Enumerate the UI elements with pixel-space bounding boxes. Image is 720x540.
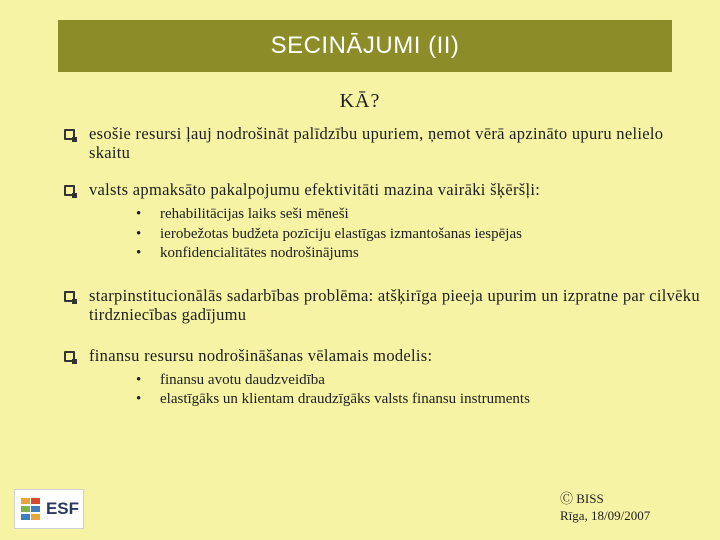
sub-bullet-marker: • [136, 391, 142, 407]
copyright-icon: Ⓒ [560, 491, 574, 506]
bullet-item [64, 346, 704, 365]
bullet-item [64, 180, 704, 199]
sub-bullet-marker: • [136, 371, 142, 388]
esf-logo [14, 489, 84, 529]
sub-bullet-item [136, 225, 704, 245]
bullet-text: finansu resursu nodrošināšanas vēlamais modelis: [89, 345, 433, 365]
sub-bullet-item [136, 205, 704, 225]
sub-bullet-list [136, 205, 704, 264]
footer-org-name: BISS [576, 491, 604, 506]
bullet-text: valsts apmaksāto pakalpojumu efektivitāti mazina vairāki šķēršļi: [89, 180, 541, 199]
sub-bullet-text: ierobežotas budžeta pozīciju elastīgas izmantošanas iespējas [160, 225, 522, 242]
checkbox-bullet-icon [64, 185, 75, 196]
bullet-item [64, 124, 704, 162]
sub-bullet-marker: • [136, 206, 142, 222]
bullet-text: esošie resursi ļauj nodrošināt palīdzību upuriem, ņemot vērā apzināto upuru nelielo skaitu [89, 124, 664, 162]
title-bar [58, 20, 672, 72]
sub-bullet-item [136, 390, 704, 410]
sub-bullet-marker: • [136, 245, 142, 261]
sub-bullet-item [136, 244, 704, 264]
sub-bullet-list [136, 371, 704, 410]
logo-text: ESF [45, 499, 80, 518]
slide-subtitle: KĀ? [339, 90, 381, 112]
bullet-group [64, 124, 704, 162]
sub-bullet-marker: • [136, 225, 142, 242]
sub-bullet-item [136, 371, 704, 391]
sub-bullet-text: finansu avotu daudzveidība [160, 371, 325, 388]
slide-title: SECINĀJUMI (II) [270, 32, 460, 59]
sub-bullet-text: konfidencialitātes nodrošinājums [160, 245, 359, 261]
checkbox-bullet-icon [64, 291, 75, 302]
checkbox-bullet-icon [64, 129, 75, 140]
esf-logo-icon [19, 496, 43, 522]
footer-place-date: Rīga, 18/09/2007 [560, 508, 651, 523]
footer-org [560, 490, 650, 507]
bullet-list [64, 124, 704, 410]
bullet-group [64, 286, 704, 324]
bullet-item [64, 286, 704, 324]
sub-bullet-text: elastīgāks un klientam draudzīgāks valsts finansu instruments [160, 391, 530, 407]
checkbox-bullet-icon [64, 351, 75, 362]
bullet-group [64, 346, 704, 410]
sub-bullet-text: rehabilitācijas laiks seši mēneši [160, 206, 349, 222]
footer [560, 490, 650, 524]
bullet-group [64, 180, 704, 264]
bullet-text: starpinstitucionālās sadarbības problēma: atšķirīga pieeja upurim un izpratne par cilvēku tirdzniecības gadījumu [89, 285, 700, 324]
